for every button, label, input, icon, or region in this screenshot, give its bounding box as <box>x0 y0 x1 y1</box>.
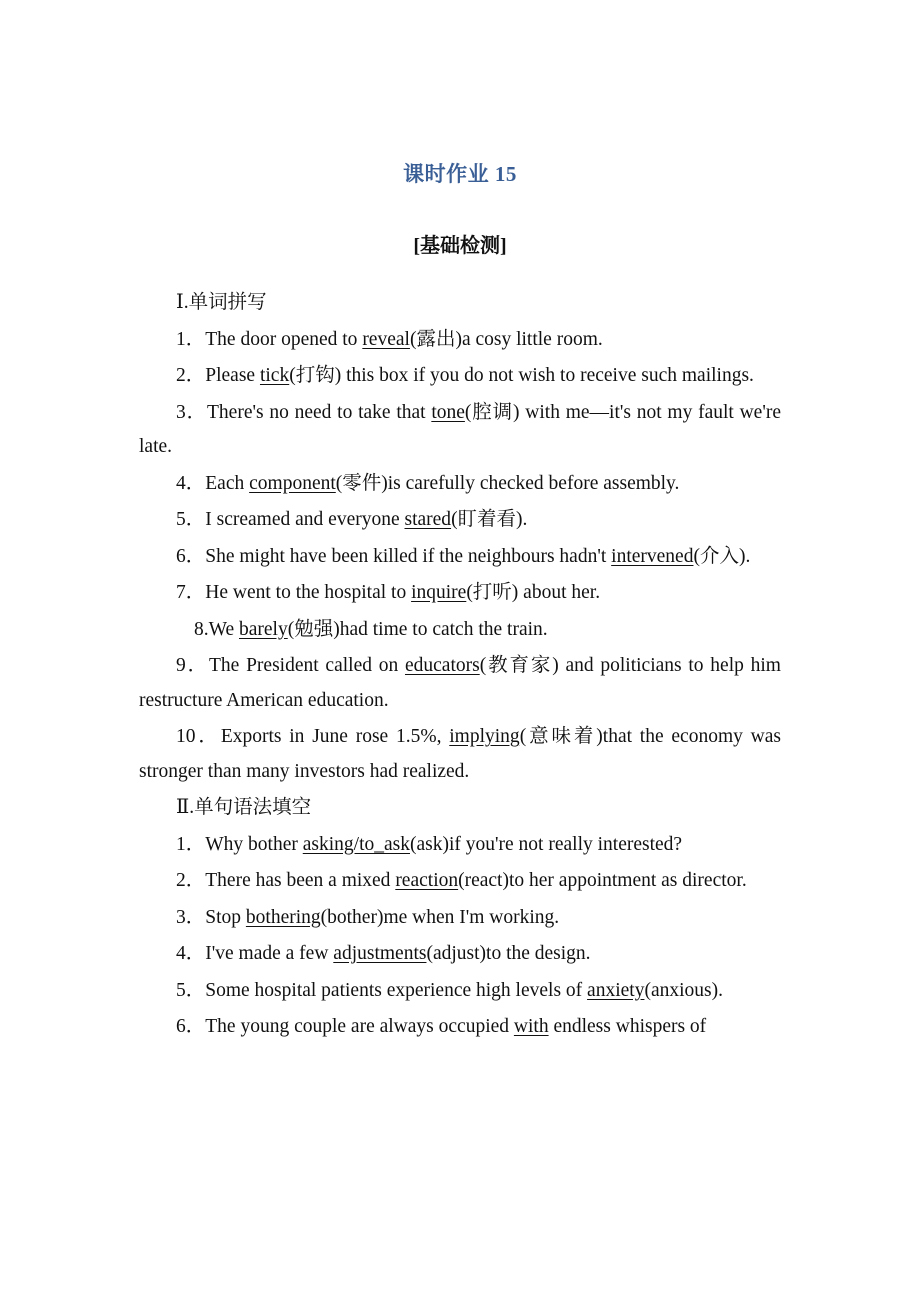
answer: adjustments <box>333 943 427 964</box>
question-item: 1．The door opened to reveal(露出)a cosy little room. <box>176 328 603 350</box>
question-item: 3．There's no need to take that tone(腔调) with me—it's not my fault we're late. <box>139 401 781 457</box>
answer: component <box>249 472 336 494</box>
answer: reaction <box>395 870 459 891</box>
question-item: 3．Stop bothering(bother)me when I'm working. <box>176 906 560 928</box>
question-item: 4．I've made a few adjustments(adjust)to the design. <box>176 943 591 964</box>
question-item: 1．Why bother asking/to_ask(ask)if you're not really interested? <box>176 833 683 855</box>
question-item: 2．Please tick(打钩) this box if you do not wish to receive such mailings. <box>176 365 754 386</box>
answer: bothering <box>245 906 321 928</box>
section-subtitle: [基础检测] <box>413 235 507 257</box>
question-item: 5．I screamed and everyone stared(盯着看). <box>176 509 528 530</box>
answer: asking/to_ask <box>302 833 410 855</box>
question-item: 6．She might have been killed if the neighbours hadn't intervened(介入). <box>176 545 751 567</box>
section-heading: Ⅱ.单句语法填空 <box>176 797 312 818</box>
answer: anxiety <box>587 979 645 1001</box>
question-item: 2．There has been a mixed reaction(react)to her appointment as director. <box>176 870 747 891</box>
page-title: 课时作业 15 <box>403 162 517 186</box>
question-item: 5．Some hospital patients experience high levels of anxiety(anxious). <box>176 979 723 1001</box>
answer: inquire <box>411 582 467 603</box>
question-item: 8.We barely(勉强)had time to catch the train. <box>194 618 548 640</box>
section-heading: Ⅰ.单词拼写 <box>176 292 267 313</box>
answer: intervened <box>611 545 694 567</box>
question-item: 4．Each component(零件)is carefully checked before assembly. <box>176 472 680 494</box>
answer: with <box>513 1016 549 1037</box>
answer: stared <box>404 509 452 530</box>
answer: reveal <box>362 328 410 350</box>
answer: implying <box>449 726 520 747</box>
question-item: 10．Exports in June rose 1.5%, implying(意味着)that the economy was stronger than many investors had realized. <box>139 726 781 782</box>
answer: tick <box>259 365 290 386</box>
answer: educators <box>404 655 480 676</box>
question-item: 9．The President called on educators(教育家) and politicians to help him restructure American education. <box>139 655 781 711</box>
question-item: 7．He went to the hospital to inquire(打听) about her. <box>176 582 601 603</box>
answer: barely <box>239 618 288 640</box>
answer: tone <box>431 401 465 423</box>
question-item: 6．The young couple are always occupied with endless whispers of <box>176 1016 707 1037</box>
document-body <box>139 286 781 1047</box>
